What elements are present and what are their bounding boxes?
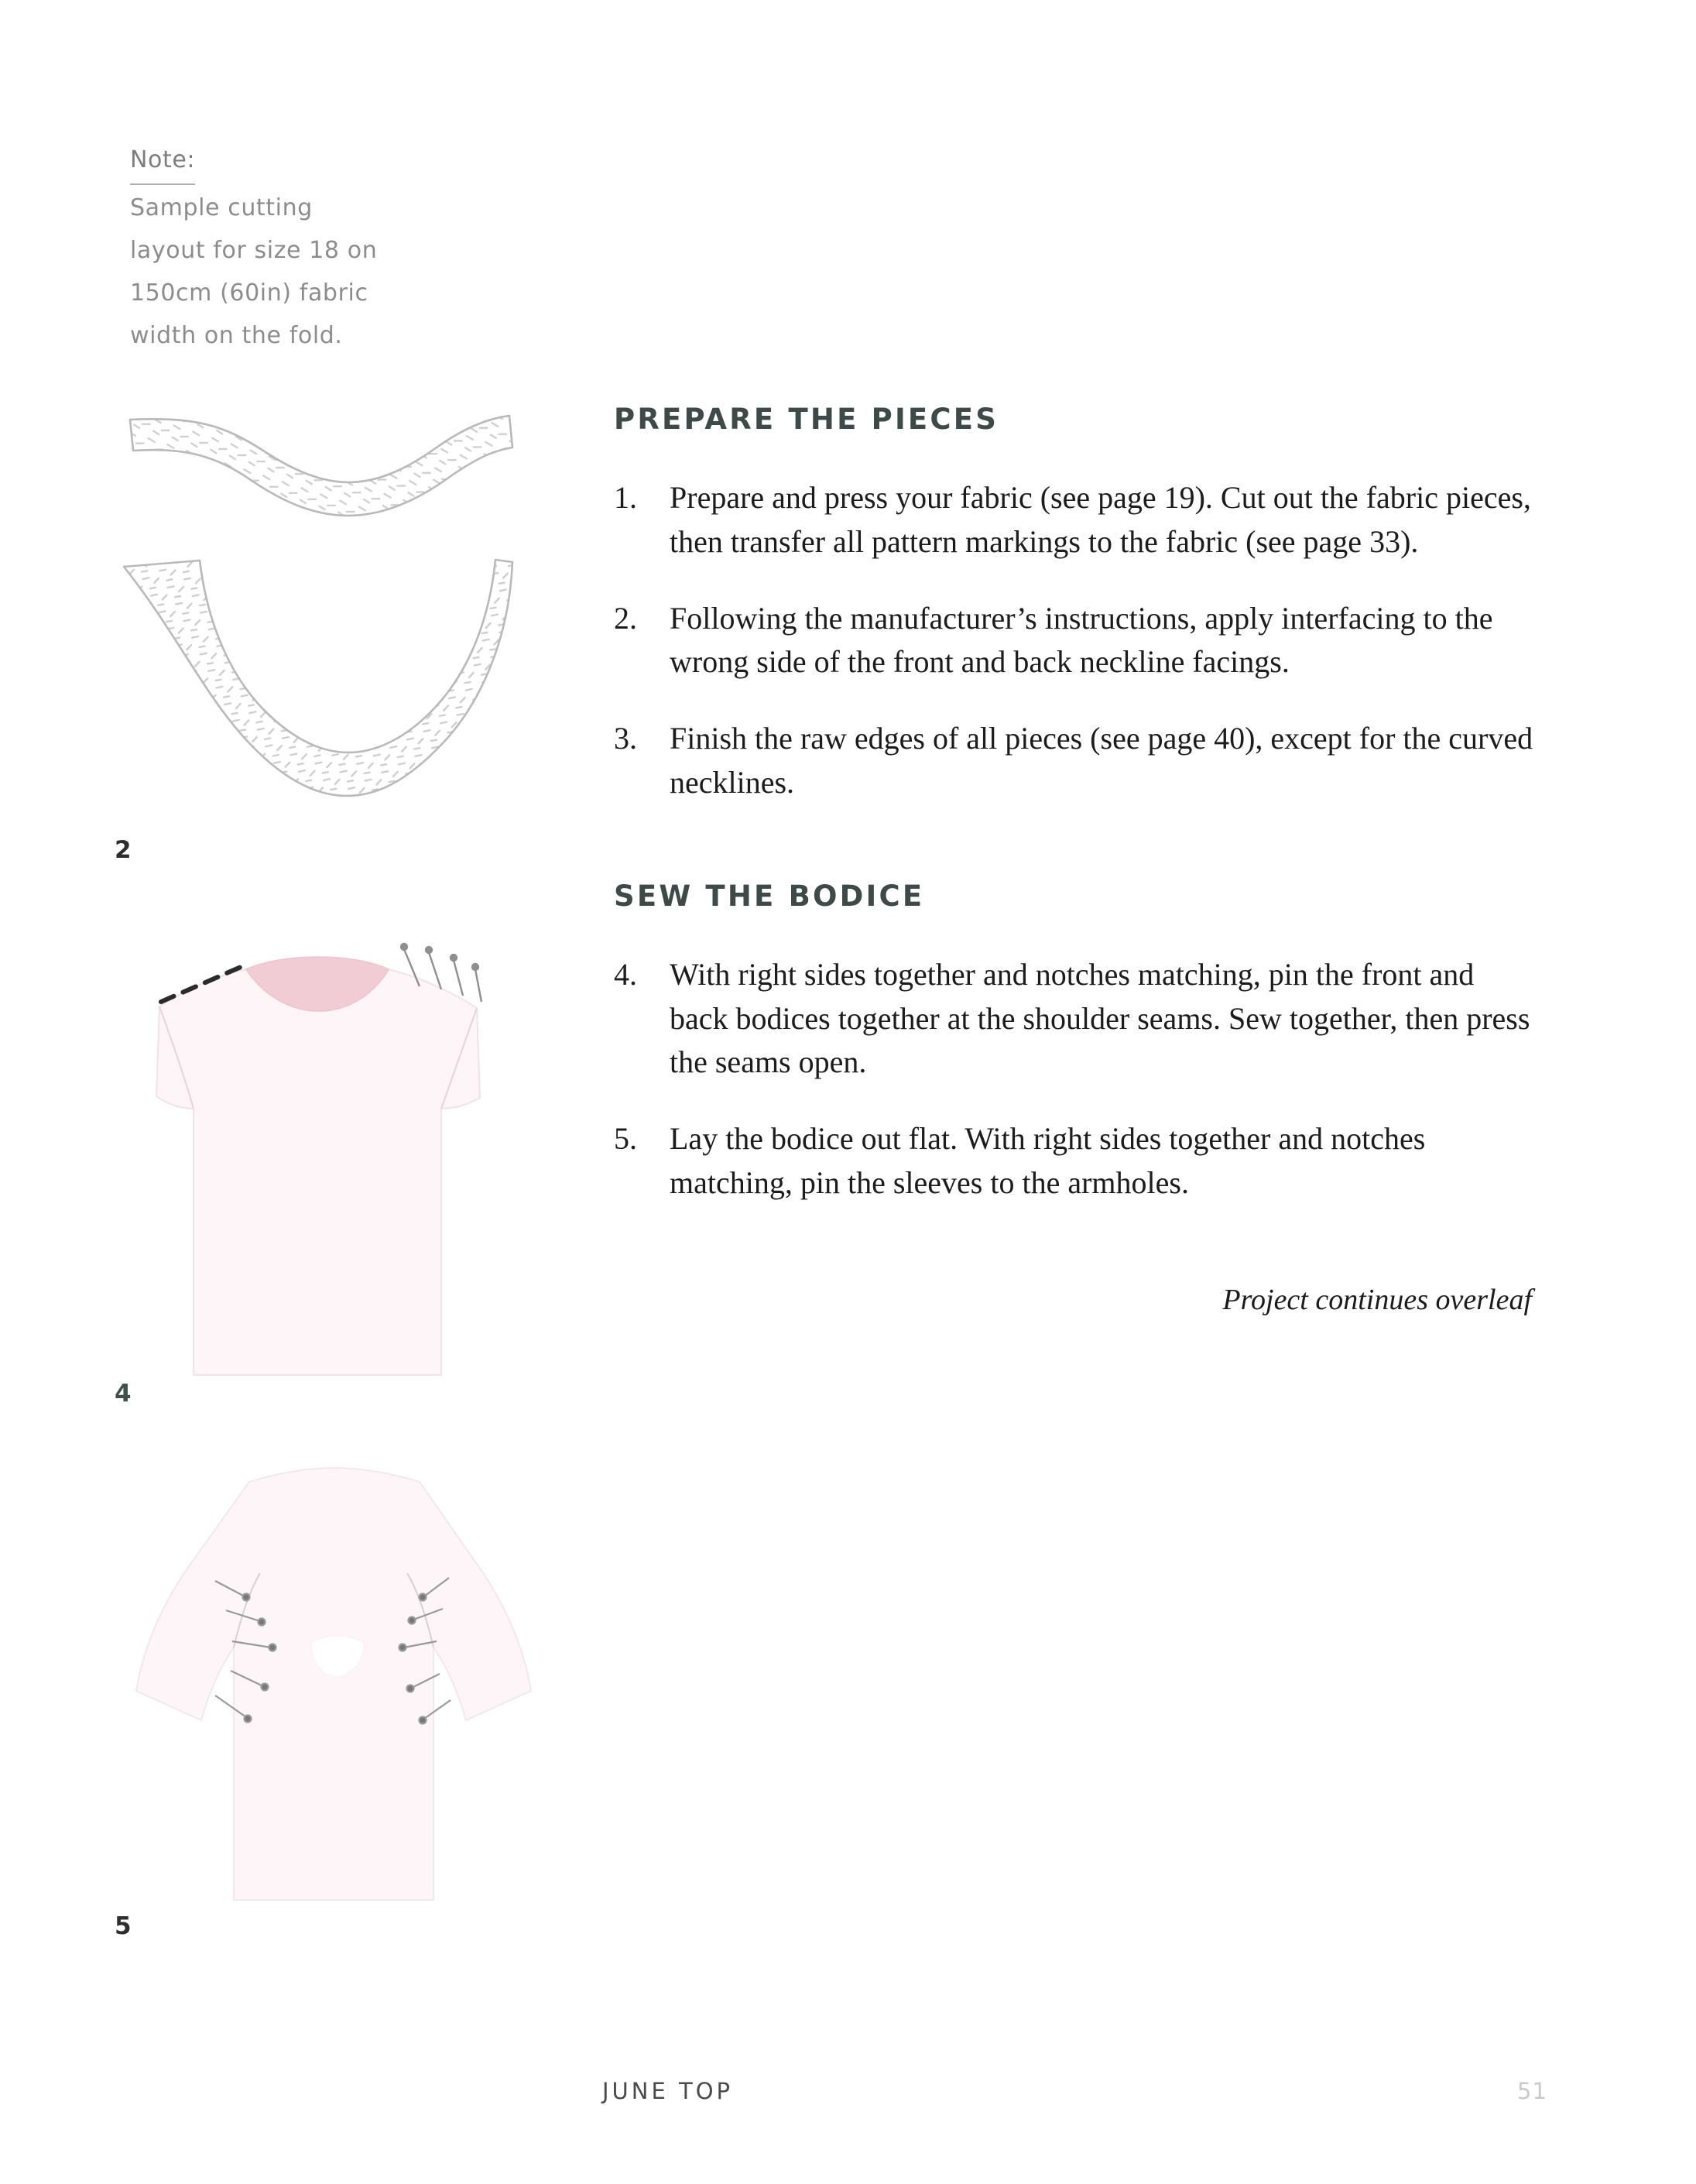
bodice-shoulder-seam-diagram — [115, 915, 581, 1407]
back-neckline-facing-piece — [130, 416, 512, 516]
illustration-label-2: 2 — [115, 836, 132, 864]
step-item — [614, 476, 1535, 564]
instructions-column — [614, 403, 1535, 1317]
sew-steps-list — [614, 953, 1535, 1205]
prepare-steps-list — [614, 476, 1535, 805]
step-number: 4. — [614, 956, 637, 992]
step-number: 1. — [614, 480, 637, 515]
step-text: Lay the bodice out flat. With right sides together and notches matching, pin the sleeves to the armholes. — [670, 1121, 1426, 1200]
neckline-facings-svg — [116, 403, 519, 852]
section-heading-prepare: PREPARE THE PIECES — [614, 403, 999, 436]
note-line-4: width on the fold. — [130, 321, 343, 349]
bodice-sleeves-pinned-diagram — [115, 1445, 581, 1940]
section-heading-sew: SEW THE BODICE — [614, 879, 925, 913]
page-footer — [0, 2078, 1696, 2124]
illustration-label-4: 4 — [115, 1380, 132, 1407]
note-title: Note: — [130, 139, 195, 185]
bodice-shoulder-seam-svg — [116, 915, 519, 1395]
continues-overleaf-note: Project continues overleaf — [1222, 1283, 1532, 1316]
cutting-layout-note — [130, 139, 424, 357]
illustration-label-5: 5 — [115, 1912, 132, 1940]
step-number: 3. — [614, 721, 637, 756]
step-item — [614, 717, 1535, 805]
note-line-1: Sample cutting — [130, 194, 313, 221]
step-number: 5. — [614, 1121, 637, 1157]
footer-project-title: JUNE TOP — [602, 2078, 734, 2104]
footer-page-number: 51 — [1517, 2078, 1547, 2104]
step-number: 2. — [614, 600, 637, 636]
step-text: Prepare and press your fabric (see page 19). Cut out the fabric pieces, then transfer all pattern markings to the fabric (see page 33). — [670, 480, 1531, 559]
step-item — [614, 1117, 1535, 1205]
step-item — [614, 953, 1535, 1085]
front-neckline-facing-piece — [124, 560, 512, 796]
step-text: Finish the raw edges of all pieces (see page 40), except for the curved necklines. — [670, 721, 1533, 800]
note-line-2: layout for size 18 on — [130, 236, 378, 264]
step-text: With right sides together and notches matching, pin the front and back bodices together at the shoulder seams. Sew together, then press the seams open. — [670, 956, 1530, 1080]
step-item — [614, 597, 1535, 685]
step-text: Following the manufacturer’s instructions, apply interfacing to the wrong side of the front and back neckline facings. — [670, 600, 1493, 680]
illustration-column — [115, 403, 581, 1940]
note-line-3: 150cm (60in) fabric — [130, 279, 368, 307]
neckline-facings-diagram — [115, 403, 581, 864]
bodice-sleeves-pinned-svg — [116, 1445, 550, 1925]
